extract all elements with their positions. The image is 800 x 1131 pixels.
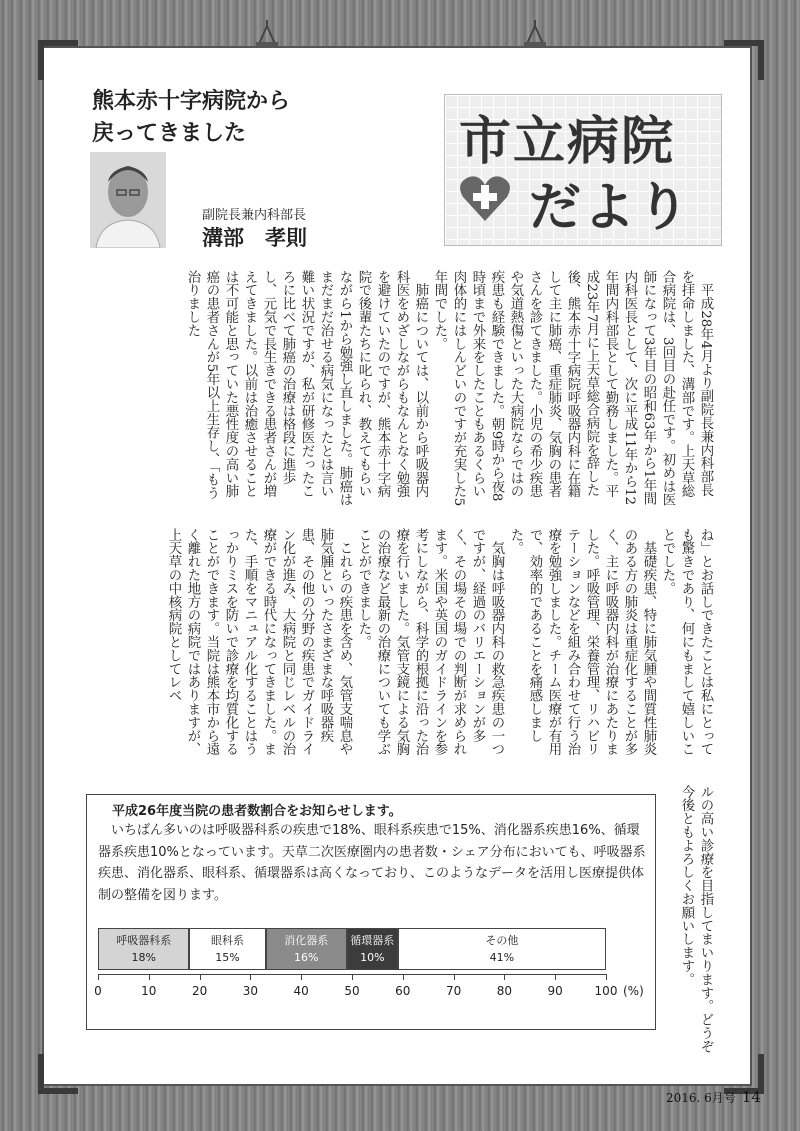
author-photo [90, 152, 166, 248]
board-corner-bracket [38, 40, 78, 80]
page-footer [666, 1088, 761, 1106]
chart-bar-category: 眼科系 [211, 934, 245, 947]
info-body: いちばん多いのは呼吸器科系の疾患で18%、眼科系疾患で15%、消化器系疾患16%、循環器系疾患10%となっています。天草二次医療圏内の患者数・シェア分布においても、呼吸器系疾患、消化器系、眼科系、循環器系は高くなっており、このようなデータを活用し医療提供体制の整備を図ります。 [98, 823, 646, 903]
logo-line-2: だより [529, 178, 692, 238]
chart-bar-value-label: 15% [215, 951, 240, 964]
page-number: 14 [741, 1088, 761, 1106]
chart-bar-category: 循環器系 [350, 934, 395, 947]
chart-bar [347, 928, 398, 970]
article-column-1: 平成28年4月より副院長兼内科部長を拝命しました、溝部です。上天草総合病院は、3回目の赴任です。初めは医師になって3年目の昭和63年から1年間内科医長として、次に平成11年から12年間内科部長として勤務しました。平成23年7月に上天草総合病院を辞した後、熊本赤十字病院呼吸器内科に在籍して主に肺癌、重症肺炎、気胸の患者さんを診てきました。小児の希少疾患や気道熱傷といった大病院ならではの疾患も経験できました。朝9時から夜8時頃まで外来をしたこともあるくらい肉体的にはしんどいのですが充実した5年間でした。 肺癌については、以前から呼吸器内科医をめざしながらもなんとなく勉強を避けていたのですが、熊本赤十字病院で後輩たちに叱られ、教えてもらいながら1から勉強し直しました。肺癌はまだまだ治せる病気になったとは言い難い状況ですが、私が研修医だったころに比べて肺癌の治療は格段に進歩し、元気で長生きできる患者さんが増えてきました。以前は治癒させることは不可能と思っていた悪性度の高い肺癌の患者さんが5年以上生存し、「もう治りました [185, 270, 713, 507]
chart-unit: (%) [623, 984, 644, 998]
chart-x-tick-label: 70 [445, 984, 462, 998]
chart-bar [98, 928, 189, 970]
hanger-hook-icon [522, 18, 548, 48]
chart-bar-category: 呼吸器科系 [116, 934, 172, 947]
info-title: 平成26年度当院の患者数割合をお知らせします。 [112, 804, 402, 819]
chart-bar-value-label: 16% [294, 951, 319, 964]
board-corner-bracket [38, 1054, 78, 1094]
chart-x-tick-label: 50 [344, 984, 360, 998]
chart-bar-value-label: 41% [489, 951, 515, 964]
article-column-3: ルの高い診療を目指してまいります。どうぞ今後ともよろしくお願いします。 [679, 785, 713, 1053]
title-line-2: 戻ってきました [92, 121, 247, 146]
board-corner-bracket [724, 40, 764, 80]
chart-x-tick-label: 0 [94, 984, 102, 998]
chart-x-tick [606, 974, 607, 980]
chart-x-tick-label: 60 [395, 984, 411, 998]
author-role: 副院長兼内科部長 [202, 208, 307, 223]
chart-x-axis [98, 974, 606, 975]
chart-x-tick-label: 30 [242, 984, 259, 998]
chart-x-tick-label: 90 [547, 984, 563, 998]
author-name: 溝部 孝則 [202, 226, 307, 250]
heart-cross-icon [457, 169, 513, 225]
chart-bar-value-label: 18% [131, 951, 156, 964]
chart-bar [266, 928, 347, 970]
chart-x-tick-label: 40 [293, 984, 309, 998]
hanger-hook-icon [254, 18, 280, 48]
newsletter-logo [444, 94, 722, 246]
chart-bar-category: その他 [485, 934, 519, 947]
chart-bar-category: 消化器系 [284, 934, 329, 947]
logo-line-1: 市立病院 [459, 112, 676, 172]
chart-x-tick-label: 10 [141, 984, 157, 998]
chart-bar [398, 928, 606, 970]
chart-bar-value-label: 10% [360, 951, 385, 964]
article-title [92, 86, 290, 150]
chart-bar [189, 928, 265, 970]
chart-x-tick-label: 20 [191, 984, 208, 998]
article-column-2: ね」とお話しできたことは私にとっても驚きであり、何にもまして嬉しいことでした。 基礎疾患、特に肺気腫や間質性肺炎のある方の肺炎は重症化することが多く、主に呼吸器内科が治療にあたりました。呼吸管理、栄養管理、リハビリテーションなどを組み合わせて行う治療を勉強しました。チーム医療が有用で、効率的であることを痛感しました。 気胸は呼吸器内科の救急疾患の一つですが、経過のバリエーションが多く、その場その場での判断が求められます。米国や英国のガイドラインを参考にしながら、科学的根拠に沿った治療を行いました。気管支鏡による気胸の治療など最新の治療についても学ぶことができました。 これらの疾患を含め、気管支喘息や肺気腫といったさまざまな呼吸器疾患、その他の分野の疾患でガイドライン化が進み、大病院と同じレベルの治療ができる時代になってきました。また、手順をマニュアル化することはうっかりミスを防いで診療を均質化することができます。当院は熊本市から遠く離れた地方の病院ではありますが、上天草の中核病院としてレベ [166, 528, 713, 756]
chart-x-tick-label: 80 [496, 984, 513, 998]
title-line-1: 熊本赤十字病院から [92, 89, 291, 114]
chart-x-tick-label: 100 [594, 984, 618, 998]
issue-date: 2016. 6月号 [666, 1091, 736, 1105]
